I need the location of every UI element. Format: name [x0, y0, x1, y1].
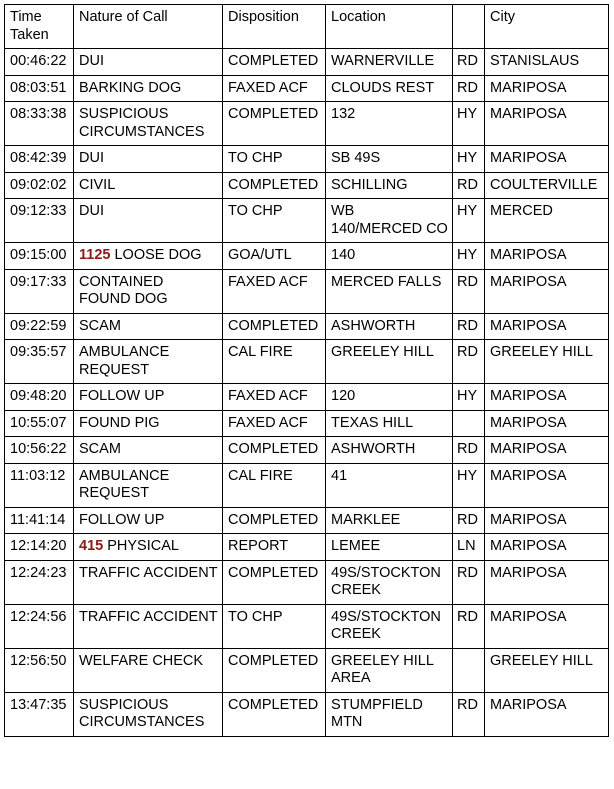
- nature-cell: [74, 172, 223, 199]
- suffix-cell: RD: [453, 269, 485, 313]
- disposition-cell: COMPLETED: [223, 507, 326, 534]
- location-cell: 140: [326, 243, 453, 270]
- nature-cell: [74, 75, 223, 102]
- location-cell: MERCED FALLS: [326, 269, 453, 313]
- table-row: [5, 313, 609, 340]
- location-cell: STUMPFIELD MTN: [326, 692, 453, 736]
- city-cell: MARIPOSA: [485, 410, 609, 437]
- table-row: [5, 146, 609, 173]
- disposition-cell: CAL FIRE: [223, 340, 326, 384]
- table-row: [5, 75, 609, 102]
- city-cell: MARIPOSA: [485, 146, 609, 173]
- nature-text: CONTAINED FOUND DOG: [79, 273, 168, 307]
- nature-text: DUI: [79, 203, 104, 219]
- disposition-cell: REPORT: [223, 534, 326, 561]
- nature-text: PHYSICAL: [103, 538, 179, 554]
- suffix-cell: RD: [453, 560, 485, 604]
- call-code: 415: [79, 538, 104, 554]
- city-cell: GREELEY HILL: [485, 340, 609, 384]
- disposition-cell: FAXED ACF: [223, 410, 326, 437]
- suffix-cell: RD: [453, 172, 485, 199]
- nature-cell: [74, 384, 223, 411]
- table-row: [5, 463, 609, 507]
- table-row: [5, 102, 609, 146]
- location-cell: WARNERVILLE: [326, 49, 453, 76]
- suffix-cell: HY: [453, 384, 485, 411]
- city-cell: MARIPOSA: [485, 313, 609, 340]
- nature-cell: [74, 199, 223, 243]
- time-cell: 09:35:57: [5, 340, 74, 384]
- disposition-cell: COMPLETED: [223, 172, 326, 199]
- disposition-cell: COMPLETED: [223, 648, 326, 692]
- nature-text: FOLLOW UP: [79, 511, 165, 528]
- nature-text: TRAFFIC ACCIDENT: [79, 608, 218, 625]
- location-cell: MARKLEE: [326, 507, 453, 534]
- suffix-cell: [453, 410, 485, 437]
- table-row: [5, 560, 609, 604]
- disposition-cell: COMPLETED: [223, 560, 326, 604]
- city-cell: MARIPOSA: [485, 269, 609, 313]
- time-cell: 09:02:02: [5, 172, 74, 199]
- nature-text: FOUND PIG: [79, 414, 160, 431]
- table-row: [5, 507, 609, 534]
- header-row: [5, 5, 609, 49]
- disposition-cell: FAXED ACF: [223, 384, 326, 411]
- nature-cell: [74, 49, 223, 76]
- suffix-cell: RD: [453, 340, 485, 384]
- suffix-cell: RD: [453, 604, 485, 648]
- suffix-cell: HY: [453, 102, 485, 146]
- disposition-cell: TO CHP: [223, 199, 326, 243]
- table-row: [5, 604, 609, 648]
- table-row: [5, 692, 609, 736]
- header-nature-of-call: Nature of Call: [74, 5, 223, 49]
- suffix-cell: RD: [453, 49, 485, 76]
- header-city: City: [485, 5, 609, 49]
- nature-cell: [74, 560, 223, 604]
- city-cell: COULTERVILLE: [485, 172, 609, 199]
- location-cell: 41: [326, 463, 453, 507]
- table-row: [5, 269, 609, 313]
- location-cell: 49S/STOCKTON CREEK: [326, 604, 453, 648]
- city-cell: STANISLAUS: [485, 49, 609, 76]
- time-cell: 08:33:38: [5, 102, 74, 146]
- disposition-cell: TO CHP: [223, 604, 326, 648]
- nature-text: CIVIL: [79, 176, 116, 193]
- nature-cell: [74, 437, 223, 464]
- suffix-cell: RD: [453, 692, 485, 736]
- header-time-taken: Time Taken: [5, 5, 74, 49]
- suffix-cell: RD: [453, 437, 485, 464]
- nature-text: SUSPICIOUS CIRCUMSTANCES: [79, 106, 205, 140]
- table-row: [5, 243, 609, 270]
- time-cell: 13:47:35: [5, 692, 74, 736]
- time-cell: 08:03:51: [5, 75, 74, 102]
- table-row: [5, 384, 609, 411]
- time-cell: 09:17:33: [5, 269, 74, 313]
- nature-cell: [74, 507, 223, 534]
- city-cell: MERCED: [485, 199, 609, 243]
- nature-text: FOLLOW UP: [79, 388, 165, 404]
- nature-text: SUSPICIOUS CIRCUMSTANCES: [79, 696, 205, 730]
- location-cell: TEXAS HILL: [326, 410, 453, 437]
- call-log-body: [5, 49, 609, 737]
- suffix-cell: HY: [453, 199, 485, 243]
- nature-cell: [74, 534, 223, 561]
- table-row: [5, 172, 609, 199]
- header-location: Location: [326, 5, 453, 49]
- city-cell: MARIPOSA: [485, 102, 609, 146]
- time-cell: 09:15:00: [5, 243, 74, 270]
- city-cell: MARIPOSA: [485, 75, 609, 102]
- nature-text: AMBULANCE REQUEST: [79, 467, 170, 501]
- location-cell: 132: [326, 102, 453, 146]
- nature-cell: [74, 340, 223, 384]
- nature-text: AMBULANCE REQUEST: [79, 344, 170, 378]
- nature-cell: [74, 243, 223, 270]
- city-cell: MARIPOSA: [485, 463, 609, 507]
- suffix-cell: RD: [453, 75, 485, 102]
- disposition-cell: COMPLETED: [223, 49, 326, 76]
- nature-cell: [74, 692, 223, 736]
- city-cell: MARIPOSA: [485, 384, 609, 411]
- location-cell: SB 49S: [326, 146, 453, 173]
- city-cell: MARIPOSA: [485, 604, 609, 648]
- disposition-cell: COMPLETED: [223, 437, 326, 464]
- time-cell: 12:24:56: [5, 604, 74, 648]
- time-cell: 09:22:59: [5, 313, 74, 340]
- location-cell: ASHWORTH: [326, 437, 453, 464]
- table-row: [5, 534, 609, 561]
- disposition-cell: TO CHP: [223, 146, 326, 173]
- location-cell: LEMEE: [326, 534, 453, 561]
- table-row: [5, 199, 609, 243]
- disposition-cell: FAXED ACF: [223, 269, 326, 313]
- nature-cell: [74, 313, 223, 340]
- location-cell: ASHWORTH: [326, 313, 453, 340]
- nature-text: TRAFFIC ACCIDENT: [79, 564, 218, 581]
- city-cell: MARIPOSA: [485, 437, 609, 464]
- nature-cell: [74, 604, 223, 648]
- suffix-cell: HY: [453, 243, 485, 270]
- suffix-cell: HY: [453, 463, 485, 507]
- call-log-table: [4, 4, 609, 737]
- nature-cell: [74, 648, 223, 692]
- disposition-cell: COMPLETED: [223, 692, 326, 736]
- city-cell: MARIPOSA: [485, 692, 609, 736]
- time-cell: 12:14:20: [5, 534, 74, 561]
- time-cell: 00:46:22: [5, 49, 74, 76]
- city-cell: MARIPOSA: [485, 507, 609, 534]
- suffix-cell: RD: [453, 507, 485, 534]
- nature-cell: [74, 269, 223, 313]
- table-row: [5, 437, 609, 464]
- table-row: [5, 648, 609, 692]
- time-cell: 12:56:50: [5, 648, 74, 692]
- nature-text: DUI: [79, 150, 104, 166]
- location-cell: SCHILLING: [326, 172, 453, 199]
- time-cell: 09:48:20: [5, 384, 74, 411]
- time-cell: 08:42:39: [5, 146, 74, 173]
- suffix-cell: RD: [453, 313, 485, 340]
- suffix-cell: [453, 648, 485, 692]
- time-cell: 11:41:14: [5, 507, 74, 534]
- header-suffix: [453, 5, 485, 49]
- nature-cell: [74, 146, 223, 173]
- disposition-cell: FAXED ACF: [223, 75, 326, 102]
- header-disposition: Disposition: [223, 5, 326, 49]
- city-cell: MARIPOSA: [485, 534, 609, 561]
- disposition-cell: GOA/UTL: [223, 243, 326, 270]
- nature-cell: [74, 410, 223, 437]
- table-row: [5, 410, 609, 437]
- suffix-cell: HY: [453, 146, 485, 173]
- city-cell: GREELEY HILL: [485, 648, 609, 692]
- location-cell: 120: [326, 384, 453, 411]
- suffix-cell: LN: [453, 534, 485, 561]
- disposition-cell: CAL FIRE: [223, 463, 326, 507]
- table-row: [5, 340, 609, 384]
- location-cell: GREELEY HILL: [326, 340, 453, 384]
- time-cell: 12:24:23: [5, 560, 74, 604]
- disposition-cell: COMPLETED: [223, 313, 326, 340]
- city-cell: MARIPOSA: [485, 560, 609, 604]
- nature-cell: [74, 463, 223, 507]
- time-cell: 10:55:07: [5, 410, 74, 437]
- nature-text: DUI: [79, 53, 104, 69]
- nature-text: LOOSE DOG: [110, 247, 202, 263]
- nature-text: SCAM: [79, 317, 121, 334]
- call-code: 1125: [79, 247, 111, 263]
- location-cell: 49S/STOCKTON CREEK: [326, 560, 453, 604]
- location-cell: WB 140/MERCED CO: [326, 199, 453, 243]
- disposition-cell: COMPLETED: [223, 102, 326, 146]
- nature-text: SCAM: [79, 441, 121, 457]
- city-cell: MARIPOSA: [485, 243, 609, 270]
- table-row: [5, 49, 609, 76]
- nature-text: WELFARE CHECK: [79, 652, 204, 669]
- location-cell: CLOUDS REST: [326, 75, 453, 102]
- time-cell: 11:03:12: [5, 463, 74, 507]
- time-cell: 09:12:33: [5, 199, 74, 243]
- location-cell: GREELEY HILL AREA: [326, 648, 453, 692]
- time-cell: 10:56:22: [5, 437, 74, 464]
- nature-cell: [74, 102, 223, 146]
- nature-text: BARKING DOG: [79, 79, 182, 96]
